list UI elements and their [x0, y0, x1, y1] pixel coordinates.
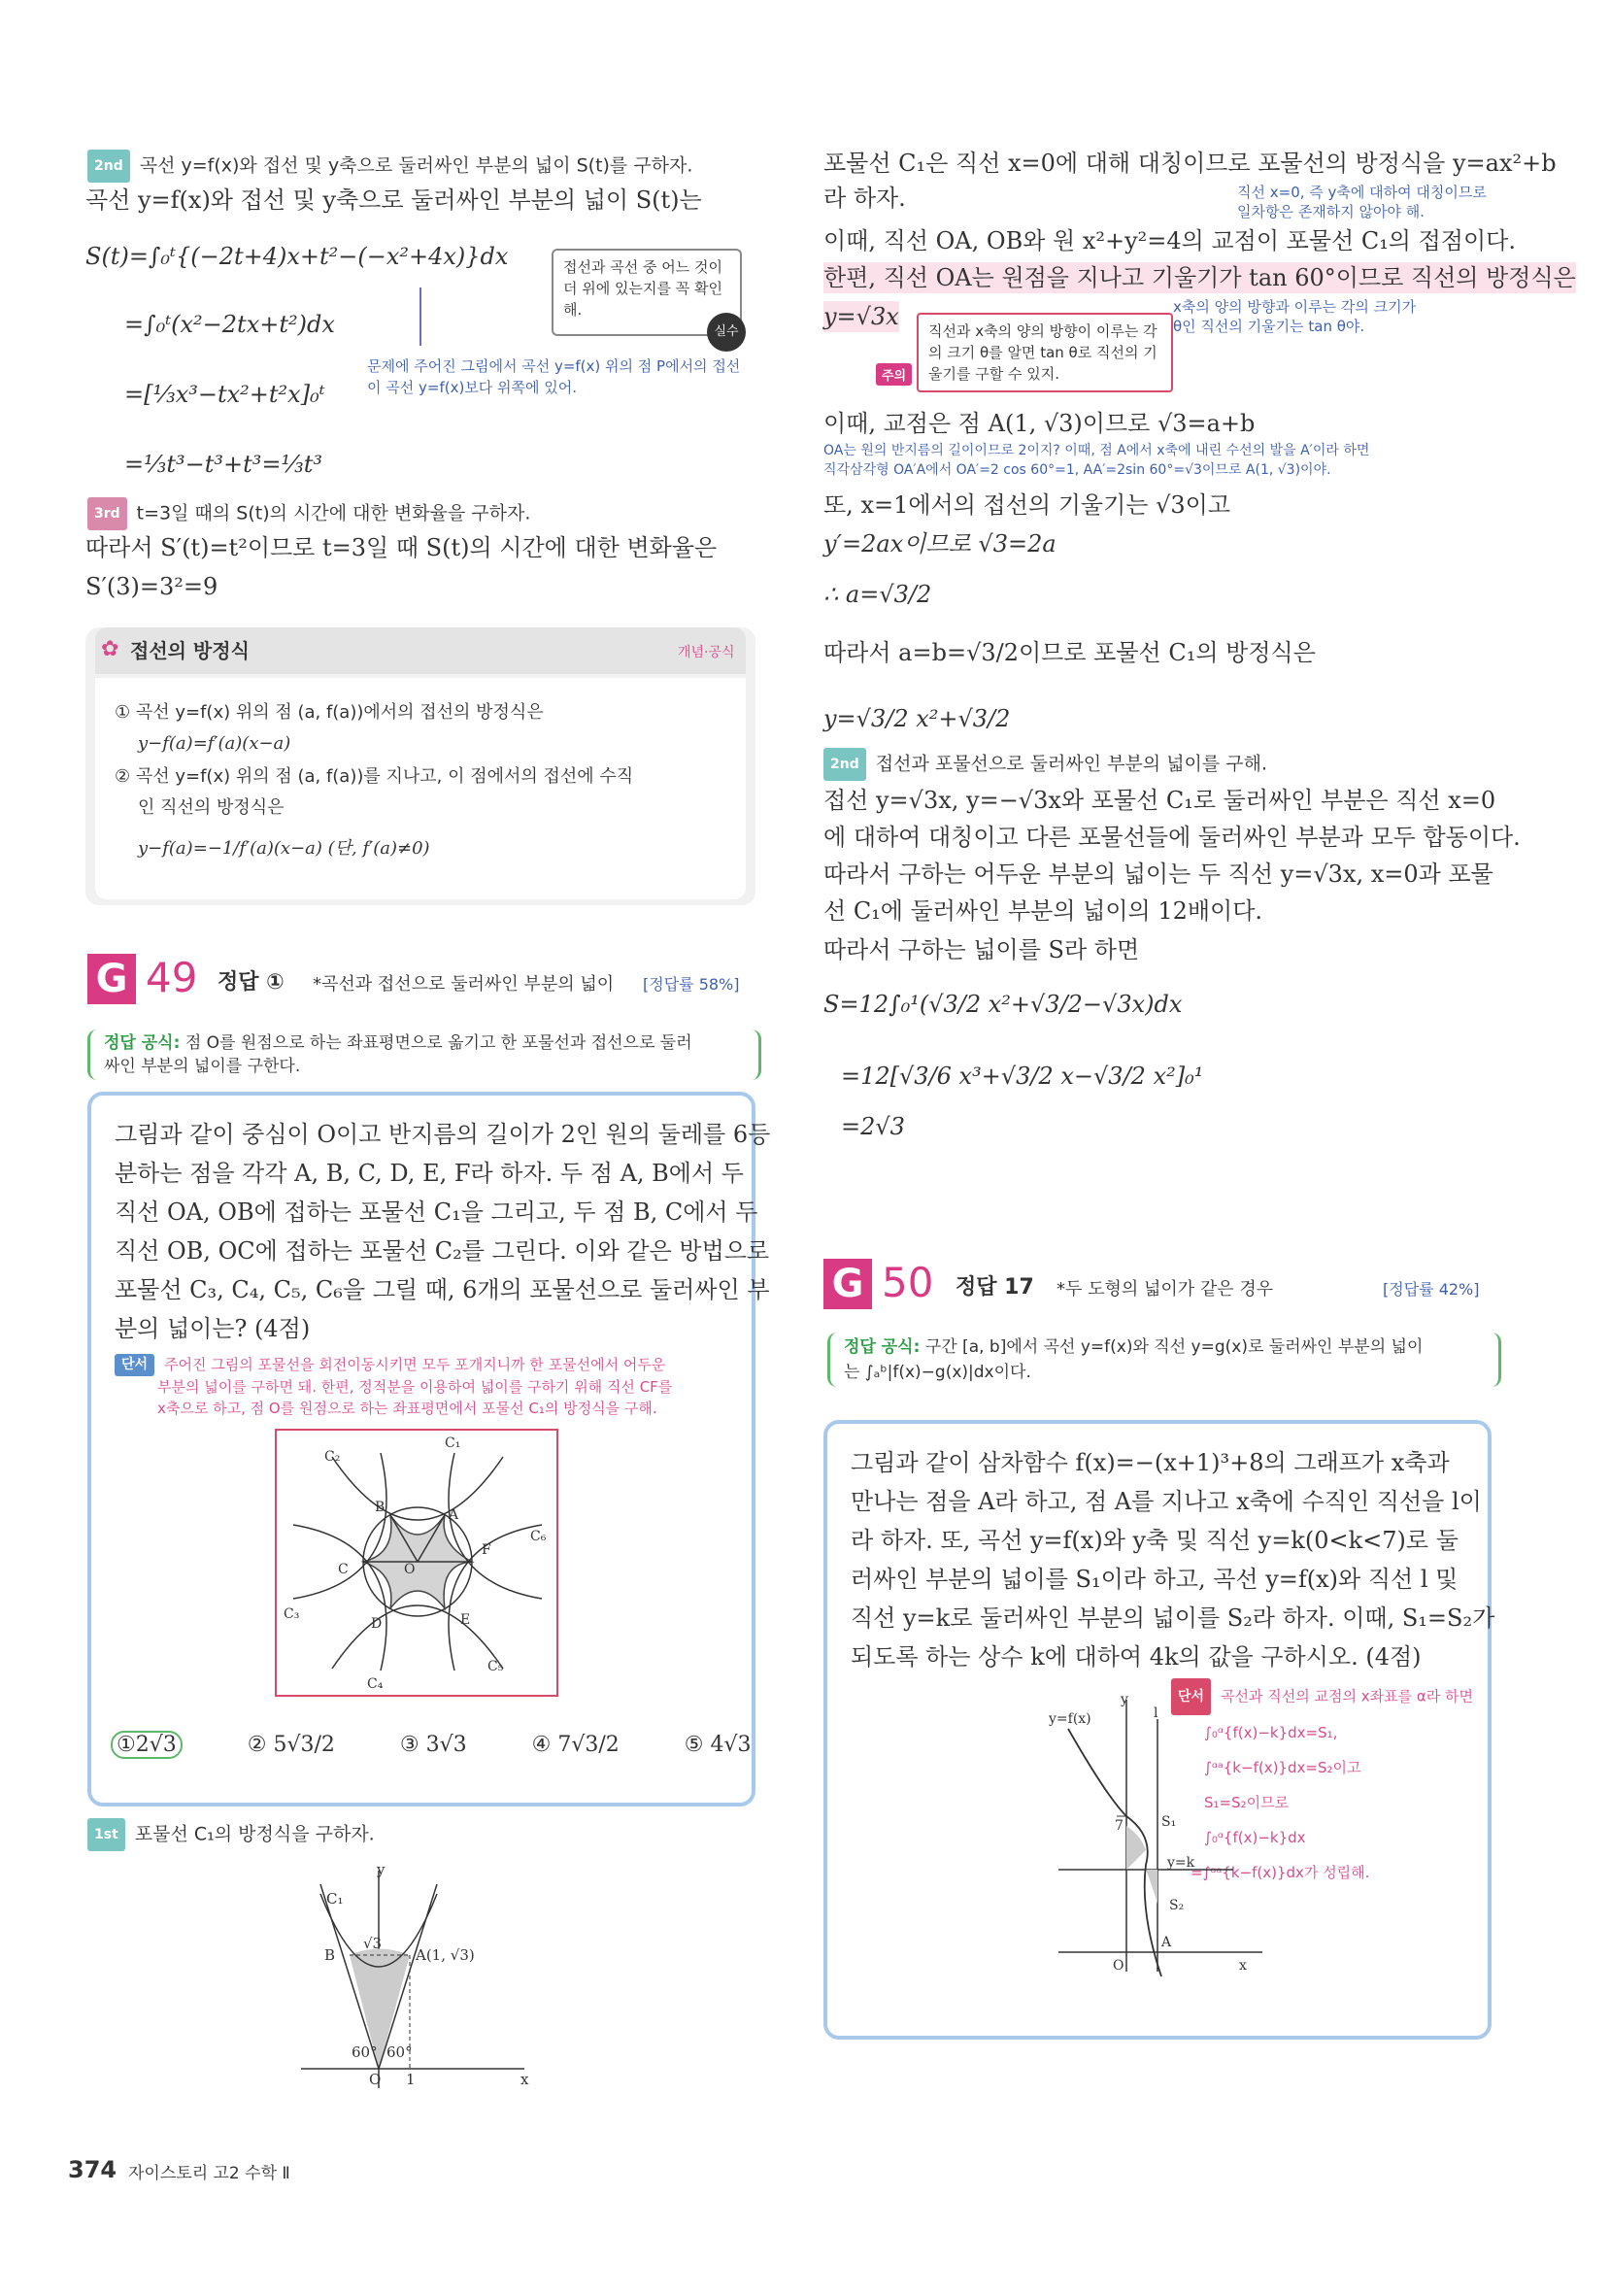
r-p10: 따라서 a=b=√3/2이므로 포물선 C₁의 방정식은	[823, 639, 1316, 666]
flower-icon: ✿	[101, 637, 119, 661]
formula-item-2c: y−f(a)=−1/f′(a)(x−a) (단, f′(a)≠0)	[138, 838, 430, 859]
label-c6: C₆	[530, 1529, 547, 1544]
g50-formula-tag: 정답 공식: 구간 [a, b]에서 곡선 y=f(x)와 직선 y=g(x)로 둘러싸인 부분의 넓이 는 ∫ₐᵇ|f(x)−g(x)|dx이다.	[827, 1333, 1501, 1387]
label-c2: C₂	[324, 1449, 341, 1465]
caution-badge: 주의	[876, 363, 912, 386]
page-number: 374	[68, 2156, 117, 2183]
label-c5: C₅	[487, 1659, 504, 1674]
choice-1[interactable]: ①2√3	[111, 1731, 183, 1759]
label-a-coord: A(1, √3)	[416, 1946, 475, 1964]
parabola-c1-figure	[291, 1865, 534, 2098]
r-p15: 선 C₁에 둘러싸인 부분의 넓이의 12배이다.	[823, 897, 1263, 925]
mistake-badge: 실수	[707, 313, 746, 352]
g49-number: 49	[146, 954, 198, 1001]
g50-rate: [정답률 42%]	[1383, 1280, 1480, 1299]
label-y: y	[377, 1865, 386, 1878]
r-p8: y′=2ax이므로 √3=2a	[823, 530, 1057, 557]
step-2nd-left: 2nd 곡선 y=f(x)와 접선 및 y축으로 둘러싸인 부분의 넓이 S(t)를 구하자.	[87, 150, 692, 183]
r-p9: ∴ a=√3/2	[823, 581, 932, 608]
note-pointer-line	[419, 287, 421, 346]
label-a: A	[449, 1507, 459, 1523]
r-p7: 또, x=1에서의 접선의 기울기는 √3이고	[823, 491, 1231, 519]
choice-4[interactable]: ④ 7√3/2	[531, 1733, 620, 1757]
label-e: E	[460, 1612, 471, 1628]
eq-1: S(t)=∫₀ᵗ{(−2t+4)x+t²−(−x²+4x)}dx	[85, 243, 509, 270]
callout-tan: 직선과 x축의 양의 방향이 이루는 각의 크기 θ를 알면 tan θ로 직선의 기울기를 구할 수 있지.	[917, 313, 1173, 392]
g49-q-line4: 직선 OB, OC에 접하는 포물선 C₂를 그린다. 이와 같은 방법으로	[115, 1237, 770, 1265]
formula-tag: 개념·공식	[678, 645, 735, 660]
label-b: B	[375, 1500, 386, 1515]
g49-q-line2: 분하는 점을 각각 A, B, C, D, E, F라 하자. 두 점 A, B에서 두	[115, 1160, 744, 1187]
label-60-right: 60°	[386, 2043, 413, 2061]
g49-hint: 단서 주어진 그림의 포물선을 회전이동시키면 모두 포개지니까 한 포물선에서 어두운 부분의 넓이를 구하면 돼. 한편, 정적분을 이용하여 넓이를 구하기 위해 직선 CF를 x축으로 하고, 점 O를 원점으로 하는 좌표평면에서 포물선 C₁의 방정식을 구해.	[115, 1354, 736, 1419]
g49-q-line1: 그림과 같이 중심이 O이고 반지름의 길이가 2인 원의 둘레를 6등	[115, 1121, 771, 1148]
label-s2: S₂	[1169, 1898, 1185, 1913]
g49-badge: G	[87, 954, 136, 1004]
g50-q-line6: 되도록 하는 상수 k에 대하여 4k의 값을 구하시오. (4점)	[851, 1643, 1422, 1671]
eq-4: =⅓t³−t³+t³=⅓t³	[124, 451, 323, 478]
formula-item-2b: 인 직선의 방정식은	[138, 797, 285, 818]
choice-3[interactable]: ③ 3√3	[399, 1733, 467, 1757]
formula-item-1: ① 곡선 y=f(x) 위의 점 (a, f(a))에서의 접선의 방정식은	[115, 702, 544, 723]
g50-q-line2: 만나는 점을 A라 하고, 점 A를 지나고 x축에 수직인 직선을 l이	[851, 1488, 1482, 1515]
label-f: F	[482, 1542, 491, 1558]
label-yk: y=k	[1167, 1855, 1195, 1871]
label-yfx: y=f(x)	[1049, 1711, 1091, 1727]
r-p1: 포물선 C₁은 직선 x=0에 대해 대칭이므로 포물선의 방정식을 y=ax²+b	[823, 150, 1557, 177]
g50-answer: 정답 17	[956, 1275, 1034, 1300]
g50-hint: 단서 곡선과 직선의 교점의 x좌표를 α라 하면 ∫₀ᵅ{f(x)−k}dx=S₁, ∫ᵅᵃ{k−f(x)}dx=S₂이고 S₁=S₂이므로 ∫₀ᵅ{f(x)−k}dx =∫ᵅᵃ{k−f(x)}dx가 성립해.	[1171, 1678, 1473, 1890]
g50-badge: G	[823, 1259, 872, 1309]
step-1st-left: 1st 포물선 C₁의 방정식을 구하자.	[87, 1818, 375, 1851]
label-c: C	[338, 1562, 349, 1577]
label-7: 7	[1115, 1818, 1124, 1834]
label-x: x	[520, 2071, 529, 2088]
choice-5[interactable]: ⑤ 4√3	[684, 1733, 752, 1757]
formula-title: 접선의 방정식	[130, 639, 250, 662]
label-s1: S₁	[1161, 1814, 1177, 1830]
g49-q-line6: 분의 넓이는? (4점)	[115, 1315, 311, 1342]
g49-q-line5: 포물선 C₃, C₄, C₅, C₆을 그릴 때, 6개의 포물선으로 둘러싸인 부	[115, 1276, 770, 1303]
formula-item-1b: y−f(a)=f′(a)(x−a)	[138, 733, 291, 754]
s3-line2: S′(3)=3²=9	[85, 573, 218, 600]
g50-q-line5: 직선 y=k로 둘러싸인 부분의 넓이를 S₂라 하자. 이때, S₁=S₂가	[851, 1604, 1495, 1632]
hexagon-parabola-figure	[274, 1428, 559, 1698]
label-c1: C₁	[445, 1435, 461, 1451]
g49-q-line3: 직선 OA, OB에 접하는 포물선 C₁을 그리고, 두 점 B, C에서 두	[115, 1199, 758, 1226]
formula-item-2: ② 곡선 y=f(x) 위의 점 (a, f(a))를 지나고, 이 점에서의 접선에 수직	[115, 766, 634, 787]
eq-3: =[⅓x³−tx²+t²x]₀ᵗ	[124, 381, 325, 408]
s3-line1: 따라서 S′(t)=t²이므로 t=3일 때 S(t)의 시간에 대한 변화율은	[85, 534, 718, 561]
eq-5: S=12∫₀¹(√3/2 x²+√3/2−√3x)dx	[823, 991, 1183, 1018]
r-p3: 이때, 직선 OA, OB와 원 x²+y²=4의 교점이 포물선 C₁의 접점이다.	[823, 227, 1516, 254]
g49-rate: [정답률 58%]	[643, 975, 740, 994]
label-c4: C₄	[367, 1676, 384, 1692]
step-2nd-right: 2nd 접선과 포물선으로 둘러싸인 부분의 넓이를 구해.	[823, 748, 1267, 781]
r-p5: y=√3x	[823, 303, 899, 330]
callout-check: 접선과 곡선 중 어느 것이 더 위에 있는지를 꼭 확인해.	[552, 249, 742, 336]
eq-7: =2√3	[841, 1113, 905, 1140]
note-symmetry: 직선 x=0, 즉 y축에 대하여 대칭이므로 일차항은 존재하지 않아야 해.	[1237, 184, 1487, 220]
choice-2[interactable]: ② 5√3/2	[247, 1733, 335, 1757]
cubic-figure	[1039, 1690, 1272, 1981]
label-y-cubic: y	[1121, 1692, 1128, 1707]
eq-6: =12[√3/6 x³+√3/2 x−√3/2 x²]₀¹	[841, 1063, 1204, 1090]
label-a-cubic: A	[1161, 1935, 1172, 1950]
left-intro: 곡선 y=f(x)와 접선 및 y축으로 둘러싸인 부분의 넓이 S(t)는	[85, 186, 702, 214]
note-above: 문제에 주어진 그림에서 곡선 y=f(x) 위의 점 P에서의 접선이 곡선 y=f(x)보다 위쪽에 있어.	[367, 357, 741, 396]
r-p11: y=√3/2 x²+√3/2	[823, 705, 1011, 732]
label-x-cubic: x	[1239, 1958, 1247, 1974]
label-c1-parab: C₁	[326, 1890, 344, 1908]
label-sqrt3: √3	[363, 1935, 383, 1952]
g49-formula-tag: 정답 공식: 점 O를 원점으로 하는 좌표평면으로 옮기고 한 포물선과 접선으로 둘러 싸인 부분의 넓이를 구한다.	[87, 1030, 761, 1080]
g49-topic: *곡선과 접선으로 둘러싸인 부분의 넓이	[313, 974, 615, 995]
note-tan: x축의 양의 방향과 이루는 각의 크기가 θ인 직선의 기울기는 tan θ야.	[1173, 298, 1417, 335]
r-p12: 접선 y=√3x, y=−√3x와 포물선 C₁로 둘러싸인 부분은 직선 x=0	[823, 787, 1496, 814]
g49-choices	[111, 1733, 810, 1757]
g50-number: 50	[882, 1259, 934, 1306]
r-p6: 이때, 교점은 점 A(1, √3)이므로 √3=a+b	[823, 410, 1256, 437]
label-o-cubic: O	[1113, 1958, 1124, 1974]
r-p2: 라 하자.	[823, 185, 906, 212]
r-p4: 한편, 직선 OA는 원점을 지나고 기울기가 tan 60°이므로 직선의 방정식은	[823, 264, 1576, 291]
label-60-left: 60°	[352, 2043, 378, 2061]
r-p14: 따라서 구하는 어두운 부분의 넓이는 두 직선 y=√3x, x=0과 포물	[823, 861, 1493, 888]
label-1: 1	[406, 2071, 416, 2088]
label-l: l	[1154, 1705, 1158, 1721]
book-title: 자이스토리 고2 수학 Ⅱ	[128, 2164, 290, 2183]
g50-topic: *두 도형의 넓이가 같은 경우	[1057, 1279, 1274, 1300]
label-b2: B	[324, 1946, 336, 1964]
r-p13: 에 대하여 대칭이고 다른 포물선들에 둘러싸인 부분과 모두 합동이다.	[823, 824, 1521, 851]
g50-q-line1: 그림과 같이 삼차함수 f(x)=−(x+1)³+8의 그래프가 x축과	[851, 1449, 1450, 1476]
formula-box	[85, 627, 755, 905]
label-o: O	[404, 1562, 416, 1577]
step-3rd-left: 3rd t=3일 때의 S(t)의 시간에 대한 변화율을 구하자.	[87, 497, 530, 530]
label-o2: O	[369, 2071, 382, 2088]
r-p16: 따라서 구하는 넓이를 S라 하면	[823, 936, 1140, 963]
label-c3: C₃	[284, 1606, 300, 1622]
label-d: D	[371, 1616, 383, 1632]
g49-answer: 정답 ①	[218, 970, 285, 995]
g50-q-line3: 라 하자. 또, 곡선 y=f(x)와 y축 및 직선 y=k(0<k<7)로 둘	[851, 1527, 1459, 1554]
eq-2: =∫₀ᵗ(x²−2tx+t²)dx	[124, 311, 335, 338]
g50-q-line4: 러싸인 부분의 넓이를 S₁이라 하고, 곡선 y=f(x)와 직선 l 및	[851, 1566, 1459, 1593]
note-oa: OA는 원의 반지름의 길이이므로 2이지? 이때, 점 A에서 x축에 내린 수선의 발을 A′이라 하면 직각삼각형 OA′A에서 OA′=2 cos 60°=1, AA′=2sin 60°=√3이므로 A(1, √3)이야.	[823, 443, 1370, 478]
